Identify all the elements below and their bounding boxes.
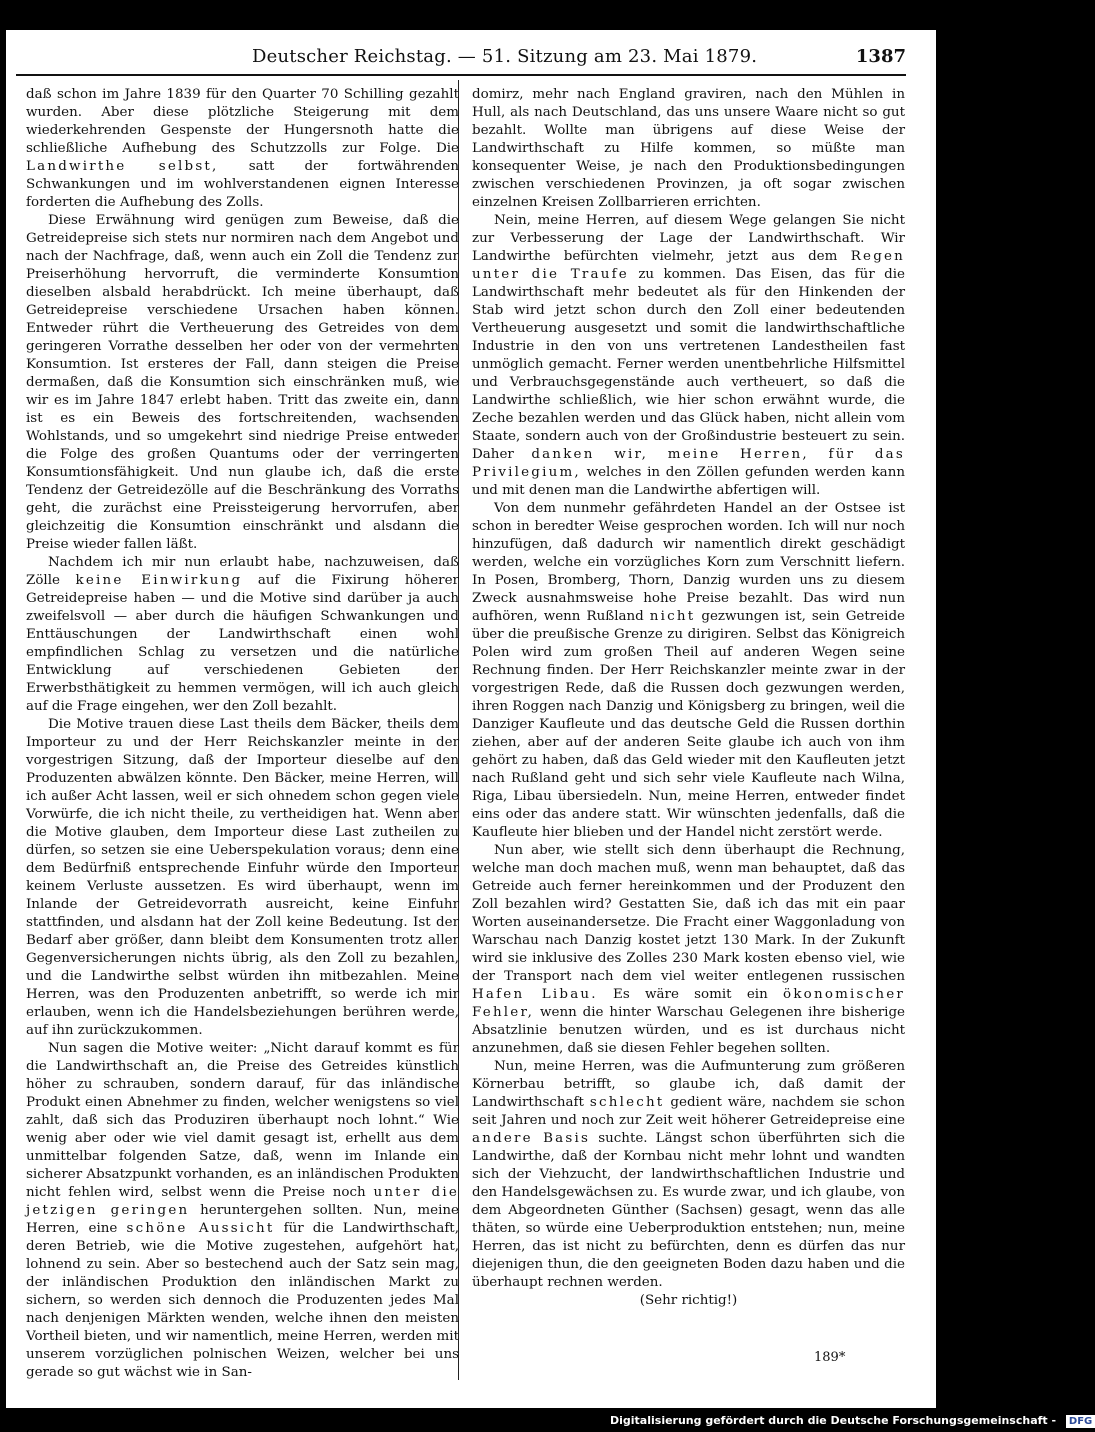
paragraph (472, 842, 905, 1058)
spaced-text: Hafen Libau. (472, 987, 598, 1002)
spaced-text: danken wir, meine Herren, für das Privilegium, (472, 447, 905, 480)
text-run: Nein, meine Herren, auf diesem Wege gelangen Sie nicht zur Verbesserung der Lage der Landwirthschaft. Wir Landwirthe befürchten vielmehr, jetzt aus dem (472, 213, 905, 264)
spaced-text: nicht (649, 609, 696, 624)
credit-text: Digitalisierung gefördert durch die Deutsche Forschungsgemeinschaft - (610, 1414, 1057, 1427)
text-run: für die Landwirthschaft, deren Betrieb, wie die Motive zugestehen, aufgehört hat, lohnend zu sein. Aber so bestechend auch der Satz sein mag, der inländischen Produktion den inländischen Markt zu sichern, so werden sich dennoch die Produzenten jedes Mal nach denjenigen Märkten wenden, welche ihnen den meisten Vortheil bieten, und wir namentlich, meine Herren, werden mit unserem vorzüglichen polnischen Weizen, welcher bei uns gerade so gut wächst wie in San- (26, 1221, 459, 1380)
text-run: auf die Fixirung höherer Getreidepreise haben — und die Motive sind darüber ja auch zweifelsvoll — aber durch die häufigen Schwankungen und Enttäuschungen der Landwirthschaft einen wohl empfindlichen Schlag zu versetzen und die natürliche Entwicklung auf verschiedenen Gebieten der Erwerbsthätigkeit zu hemmen vermögen, will ich auch gleich auf die Frage eingehen, wer den Zoll bezahlt. (26, 573, 459, 714)
page-number: 1387 (855, 46, 906, 67)
text-run: Nun aber, wie stellt sich denn überhaupt die Rechnung, welche man doch machen muß, wenn man behauptet, daß das Getreide auch ferner hereinkommen und der Produzent den Zoll bezahlen wird? Gestatten Sie, daß ich das mit ein paar Worten auseinandersetze. Die Fracht einer Waggonladung von Warschau nach Danzig kostet jetzt 130 Mark. In der Zukunft wird sie inklusive des Zolles 230 Mark kosten ebenso viel, wie der Transport nach dem viel weiter entlegenen russischen (472, 843, 905, 984)
paragraph (26, 1040, 459, 1382)
text-run: daß schon im Jahre 1839 für den Quarter 70 Schilling gezahlt wurden. Aber diese plötzliche Steigerung mit dem wiederkehrenden Gespenste der Hungersnoth hatte die schließliche Aufhebung des Schutzzolls zur Folge. Die (26, 87, 459, 156)
text-run: gedient wäre, nachdem sie schon seit Jahren und noch zur Zeit weit höherer Getreidepreise eine (472, 1095, 905, 1128)
spaced-text: Regen unter die Traufe (472, 249, 905, 282)
paragraph (472, 212, 905, 500)
spaced-text: keine Einwirkung (75, 573, 243, 588)
text-run: gezwungen ist, sein Getreide über die preußische Grenze zu dirigiren. Selbst das Königreich Polen wird zum großen Theil auf anderen Wegen seine Rechnung finden. Der Herr Reichskanzler meinte zwar in der vorgestrigen Rede, daß die Russen doch gezwungen werden, ihren Roggen nach Danzig und Königsberg zu bringen, weil die Danziger Kaufleute und das deutsche Geld die Russen dorthin ziehen, aber auf der anderen Seite glaube ich auch von ihm gehört zu haben, daß das Geld wieder mit den Kaufleuten jetzt nach Rußland geht und sich sehr viele Kaufleute nach Wilna, Riga, Libau übersiedeln. Nun, meine Herren, entweder findet eins oder das andere statt. Wir wünschten jedenfalls, daß die Kaufleute hier blieben und der Handel nicht zerstört werde. (472, 609, 906, 840)
text-run: Es wäre somit ein (613, 987, 768, 1002)
text-run: zu kommen. Das Eisen, das für die Landwirthschaft mehr bedeutet als für den Hinkenden der Stab wird jetzt schon durch den Zoll einer bedeutenden Vertheuerung ausgesetzt und somit die landwirthschaftliche Industrie in den von uns vertretenen Landestheilen fast unmöglich gemacht. Ferner werden unentbehrliche Hilfsmittel und Verbrauchsgegenstände auch vertheuert, so daß die Landwirthe schließlich, wie hier schon erwähnt wurde, die Zeche bezahlen werden und das Glück haben, nicht allein vom Staate, sondern auch von der Großindustrie besteuert zu sein. Daher (472, 267, 905, 462)
spaced-text: schlecht (589, 1095, 665, 1110)
spaced-text: schöne Aussicht (126, 1221, 275, 1236)
spaced-text: Landwirthe selbst, (26, 159, 219, 174)
spaced-text: unter die jetzigen geringen (26, 1185, 459, 1218)
paragraph (26, 554, 459, 716)
spaced-text: ökonomischer Fehler, (472, 987, 906, 1020)
digitization-credit (610, 1414, 1095, 1430)
paragraph (26, 86, 459, 212)
applause-note: (Sehr richtig!) (639, 1293, 738, 1308)
text-run: Von dem nunmehr gefährdeten Handel an der Ostsee ist schon in beredter Weise gesprochen worden. Ich will nur noch hinzufügen, daß dadurch wir namentlich direkt geschädigt werden, welche ein vorzügliches Korn zum Verschnitt liefern. In Posen, Bromberg, Thorn, Danzig wurden uns zu diesem Zweck ausnahmsweise hohe Preise bezahlt. Das wird nun aufhören, wenn Rußland (472, 501, 905, 624)
text-run: satt der fortwährenden Schwankungen und im wohlverstandenen eignen Interesse forderten die Aufhebung des Zolls. (26, 159, 459, 210)
text-run: Nun sagen die Motive weiter: „Nicht darauf kommt es für die Landwirthschaft an, die Preise des Getreides künstlich höher zu schrauben, sondern darauf, für das inländische Produkt einen Abnehmer zu finden, welcher wenigstens so viel zahlt, daß sich das Produziren überhaupt noch lohnt.“ Wie wenig aber oder wie viel damit gesagt ist, erhellt aus dem unmittelbar folgenden Satze, daß, wenn im Inlande ein sicherer Absatzpunkt vorhanden, es an inländischen Produkten nicht fehlen wird, selbst wenn die Preise noch (26, 1041, 459, 1200)
running-header (16, 46, 906, 72)
spaced-text: andere Basis (472, 1131, 591, 1146)
left-column (26, 86, 459, 1382)
text-run: Nun, meine Herren, was die Aufmunterung zum größeren Körnerbau betrifft, so glaube ich, daß damit der Landwirthschaft (472, 1059, 905, 1110)
paragraph: domirz, mehr nach England graviren, nach den Mühlen in Hull, als nach Deutschland, das uns unsere Waare nicht so gut bezahlt. Wollte man übrigens auf diese Weise der Landwirthschaft zu Hilfe kommen, so müßte man konsequenter Weise, je nach den Produktionsbedingungen zwischen verschiedenen Provinzen, ja oft sogar zwischen einzelnen Kreisen Zollbarrieren errichten. (472, 87, 905, 210)
paragraph: Die Motive trauen diese Last theils dem Bäcker, theils dem Importeur zu und der Herr Reichskanzler meinte in der vorgestrigen Sitzung, daß der Importeur dieselbe auf den Produzenten abwälzen könnte. Den Bäcker, meine Herren, will ich außer Acht lassen, weil er sich ohnedem schon gegen viele Vorwürfe, die ich nicht theile, zu vertheidigen hat. Wenn aber die Motive glauben, dem Importeur diese Last zutheilen zu dürfen, so setzen sie eine Ueberspekulation voraus; denn eine dem Bedürfniß entsprechende Einfuhr würde den Importeur keinem Verluste aussetzen. Es wird überhaupt, wenn im Inlande der Getreidevorrath ausreicht, keine Einfuhr stattfinden, und alsdann hat der Zoll keine Bedeutung. Ist der Bedarf aber größer, dann bleibt dem Konsumenten trotz aller Gegenversicherungen nichts übrig, als den Zoll zu bezahlen, und die Landwirthe selbst würden ihn mitbezahlen. Meine Herren, was den Produzenten anbetrifft, so werde ich mir erlauben, wenn ich die Handelsbeziehungen berühren werde, auf ihn zurückzukommen. (26, 717, 459, 1038)
text-run: heruntergehen sollten. Nun, meine Herren, eine (26, 1203, 459, 1236)
text-run: suchte. Längst schon überführten sich die Landwirthe, daß der Kornbau nicht mehr lohnt und wandten sich der Viehzucht, der landwirthschaftlichen Industrie und den Handelsgewächsen zu. Es wurde zwar, und ich glaube, von dem Abgeordneten Günther (Sachsen) gesagt, wenn das alle thäten, so würde eine Ueberproduktion entstehen; nun, meine Herren, das ist nicht zu befürchten, denn es dürfen das nur diejenigen thun, die den geeigneten Boden dazu haben und die überhaupt rechnen werden. (472, 1131, 906, 1290)
text-run: wenn die hinter Warschau Gelegenen ihre bisherige Absatzlinie benutzen würden, und es ist durchaus nicht anzunehmen, daß sie diesen Fehler begehen sollten. (472, 1005, 906, 1056)
header-rule (16, 74, 906, 76)
right-column (472, 86, 905, 1310)
paragraph (472, 1058, 905, 1292)
dfg-logo-icon: DFG (1066, 1415, 1095, 1428)
paragraph (472, 500, 905, 842)
text-run: Nachdem ich mir nun erlaubt habe, nachzuweisen, daß Zölle (26, 555, 459, 588)
header-title: Deutscher Reichstag. — 51. Sitzung am 23. Mai 1879. (252, 46, 758, 67)
text-run: welches in den Zöllen gefunden werden kann und mit denen man die Landwirthe abfertigen will. (472, 465, 905, 498)
paragraph: Diese Erwähnung wird genügen zum Beweise, daß die Getreidepreise sich stets nur normiren nach dem Angebot und nach der Nachfrage, daß, wenn auch ein Zoll die Tendenz zur Preiserhöhung hervorruft, die verminderte Konsumtion dieselben alsbald herabdrückt. Ich meine überhaupt, daß Getreidepreise verschiedene Ursachen haben können. Entweder rührt die Vertheuerung des Getreides von dem geringeren Vorrathe desselben her oder von der vermehrten Konsumtion. Ist ersteres der Fall, dann steigen die Preise dermaßen, daß die Konsumtion sich einschränken muß, wie wir es im Jahre 1847 erlebt haben. Tritt das zweite ein, dann ist es ein Beweis des fortschreitenden, wachsenden Wohlstands, und so umgekehrt sind niedrige Preise entweder die Folge des großen Quantums oder der verringerten Konsumtionsfähigkeit. Und nun glaube ich, daß die erste Tendenz der Getreidezölle auf die Beschränkung des Vorraths geht, die zurächst eine Preissteigerung hervorrufen, aber gleichzeitig die Konsumtion einschränkt und alsdann die Preise wieder fallen läßt. (26, 213, 459, 552)
signature-mark: 189* (814, 1350, 846, 1365)
